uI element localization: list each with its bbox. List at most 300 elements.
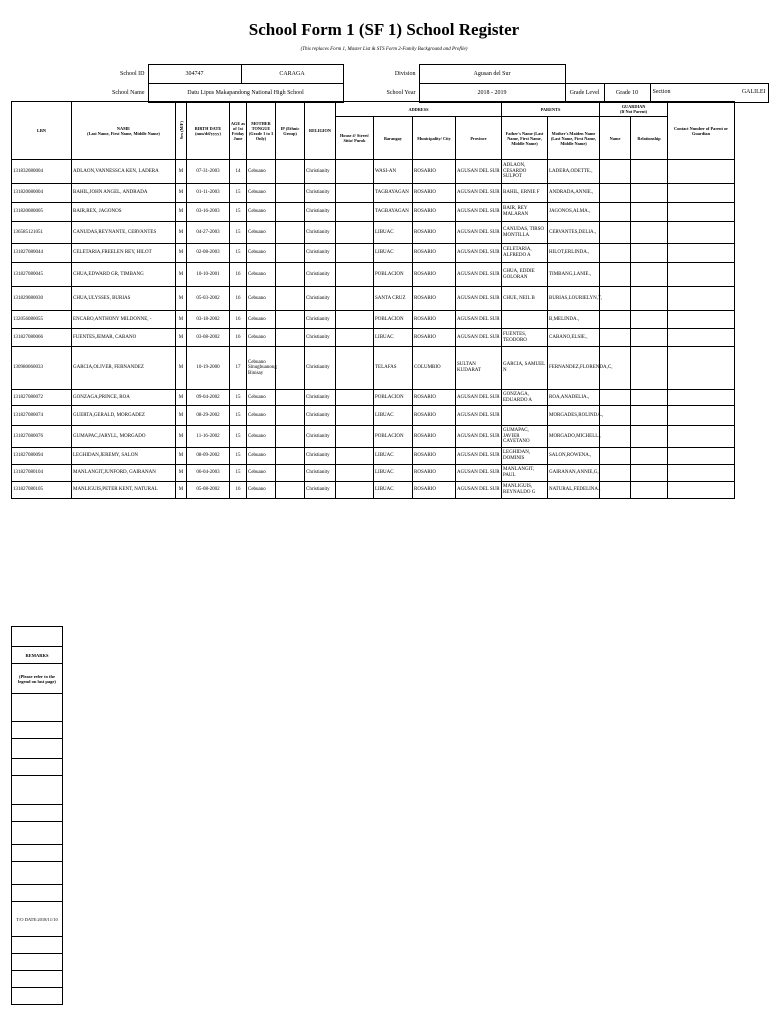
student-name: GUERTA,GERALD, MORGADEZ [72,406,176,426]
student-municipality: ROSARIO [413,426,456,448]
student-mother: ROA,ANADELIA., [548,390,600,406]
form-title: School Form 1 (SF 1) School Register [248,20,520,39]
header-lrn: LRN [12,102,72,160]
student-barangay: POBLACION [374,263,413,287]
student-contact [668,329,735,347]
student-mother-tongue: Cebuano [247,482,276,499]
student-sex: M [176,347,187,390]
student-sex: M [176,203,187,222]
student-name: ENCABO,ANTHONY MILDONNE, - [72,311,176,329]
student-lrn: 131827080045 [12,263,72,287]
student-contact [668,465,735,482]
remarks-entry: T/O DATE:2018/11/10 [12,902,63,937]
student-lrn: 132056080055 [12,311,72,329]
header-guardian-label: GUARDIAN [621,104,646,109]
student-municipality: ROSARIO [413,311,456,329]
school-info-table [0,64,769,103]
school-year-label: School Year [386,90,416,96]
student-barangay: TAGBAYAGAN [374,184,413,203]
student-guardian-name [600,263,631,287]
student-ip [276,482,305,499]
header-birth-label: BIRTH DATE [194,125,222,131]
student-name: MANLANGIT,JUNFORD, GAIRANAN [72,465,176,482]
student-religion: Christianity [305,160,336,184]
school-id-value: 304747 [148,65,241,84]
student-mother-tongue: Cebuano [247,244,276,263]
student-house [336,465,374,482]
student-father: MANLIGUIS, REYNALDO G [502,482,548,499]
student-sex: M [176,160,187,184]
student-religion: Christianity [305,263,336,287]
student-birth-date: 04-27-2003 [187,222,230,244]
student-religion: Christianity [305,244,336,263]
student-religion: Christianity [305,448,336,465]
student-mother: SALON,ROWENA., [548,448,600,465]
student-mother-tongue: Cebuano [247,184,276,203]
student-guardian-name [600,448,631,465]
student-age: 15 [230,448,247,465]
table-row [12,426,735,448]
table-row [12,347,735,390]
table-row [12,244,735,263]
student-contact [668,203,735,222]
student-house [336,184,374,203]
student-mother-tongue: Cebuano [247,390,276,406]
student-barangay: LIBUAC [374,222,413,244]
student-mother: TIMBANG,LANIE., [548,263,600,287]
student-father [502,406,548,426]
student-sex: M [176,448,187,465]
student-age: 14 [230,160,247,184]
header-birth [187,102,230,160]
student-ip [276,448,305,465]
table-row [12,448,735,465]
student-name: GARCIA,OLIVER, FERNANDEZ [72,347,176,390]
student-contact [668,390,735,406]
division-label: Division [394,71,416,77]
student-province: AGUSAN DEL SUR [456,160,502,184]
header-birth-sub: (mm/dd/yyyy) [195,130,221,136]
student-province: AGUSAN DEL SUR [456,184,502,203]
student-birth-date: 03-18-2002 [187,311,230,329]
student-birth-date: 06-04-2003 [187,465,230,482]
student-age: 15 [230,426,247,448]
student-age: 15 [230,390,247,406]
student-mother-tongue: Cebuano [247,222,276,244]
header-address: ADDRESS [336,102,502,117]
student-father: GARCIA, SAMUEL N [502,347,548,390]
student-barangay: TAGBAYAGAN [374,203,413,222]
student-lrn: 130980060033 [12,347,72,390]
student-mother-tongue: Cebuano [247,203,276,222]
student-guardian-name [600,287,631,311]
student-religion: Christianity [305,184,336,203]
student-contact [668,244,735,263]
table-row [12,160,735,184]
student-barangay: LIBUAC [374,482,413,499]
student-lrn: 131827080094 [12,448,72,465]
student-guardian-relationship [631,406,668,426]
header-guardian [600,102,668,117]
student-father: GUMAPAC, JAVIER CAYETANO [502,426,548,448]
student-contact [668,406,735,426]
student-ip [276,347,305,390]
student-mother-tongue: Cebuano [247,160,276,184]
student-birth-date: 02-08-2003 [187,244,230,263]
student-municipality: ROSARIO [413,160,456,184]
student-ip [276,329,305,347]
header-father: Father's Name (Last Name, First Name, Middle Name) [502,117,548,160]
student-religion: Christianity [305,406,336,426]
school-name-value: Datu Lipus Makapandong National High School [148,84,343,103]
table-row [12,465,735,482]
student-sex: M [176,329,187,347]
student-sex: M [176,390,187,406]
student-lrn: 131827080066 [12,329,72,347]
student-guardian-name [600,311,631,329]
student-father: LEGHIDAN, DOMINIS [502,448,548,465]
student-municipality: ROSARIO [413,465,456,482]
student-mother: HILOT,ERLINDA., [548,244,600,263]
header-religion: RELIGION [305,102,336,160]
student-province: AGUSAN DEL SUR [456,222,502,244]
student-father: CANUDAS, TIRSO MONTILLA [502,222,548,244]
student-name: CANUDAS,REYNANTE, CERVANTES [72,222,176,244]
student-religion: Christianity [305,347,336,390]
student-mother-tongue: Cebuano [247,448,276,465]
student-province: AGUSAN DEL SUR [456,482,502,499]
student-barangay: LIBUAC [374,465,413,482]
table-row [12,287,735,311]
student-guardian-relationship [631,263,668,287]
student-age: 15 [230,222,247,244]
student-guardian-relationship [631,329,668,347]
student-house [336,160,374,184]
student-lrn: 136585121051 [12,222,72,244]
student-guardian-relationship [631,287,668,311]
student-house [336,406,374,426]
student-sex: M [176,465,187,482]
student-contact [668,482,735,499]
student-barangay: WASI-AN [374,160,413,184]
student-lrn: 131827080074 [12,406,72,426]
student-municipality: ROSARIO [413,482,456,499]
student-guardian-relationship [631,311,668,329]
student-municipality: ROSARIO [413,390,456,406]
student-house [336,448,374,465]
student-ip [276,287,305,311]
table-row [12,203,735,222]
header-guardian-relationship: Relationship [631,117,668,160]
student-sex: M [176,482,187,499]
header-mother-tongue: MOTHER TONGUE (Grade 1 to 3 Only) [247,102,276,160]
student-ip [276,263,305,287]
student-ip [276,426,305,448]
student-sex: M [176,184,187,203]
student-guardian-relationship [631,482,668,499]
student-province: AGUSAN DEL SUR [456,263,502,287]
student-mother-tongue: Cebuano [247,287,276,311]
student-guardian-name [600,390,631,406]
student-guardian-relationship [631,184,668,203]
remarks-label: REMARKS [12,647,63,664]
student-province: AGUSAN DEL SUR [456,311,502,329]
table-row [12,406,735,426]
student-contact [668,184,735,203]
student-barangay: POBLACION [374,390,413,406]
student-barangay: LIBUAC [374,406,413,426]
student-province: SULTAN KUDARAT [456,347,502,390]
student-province: AGUSAN DEL SUR [456,390,502,406]
student-religion: Christianity [305,287,336,311]
student-municipality: ROSARIO [413,203,456,222]
table-row [12,329,735,347]
grade-level-value: Grade 10 [604,84,650,103]
student-religion: Christianity [305,311,336,329]
student-guardian-name [600,406,631,426]
student-birth-date: 11-16-2002 [187,426,230,448]
student-ip [276,160,305,184]
student-guardian-relationship [631,222,668,244]
student-guardian-relationship [631,426,668,448]
table-row [12,222,735,244]
header-province: Province [456,117,502,160]
student-birth-date: 03-08-2002 [187,329,230,347]
grade-level-label: Grade Level [565,84,604,103]
student-province: AGUSAN DEL SUR [456,244,502,263]
student-father: CHUE, NEIL B [502,287,548,311]
student-birth-date: 10-19-2000 [187,347,230,390]
student-ip [276,222,305,244]
student-father: CHUA, EDDIE GOLORAN [502,263,548,287]
student-guardian-name [600,329,631,347]
student-mother-tongue: Cebuano Sinugbuanong Binisay [247,347,276,390]
student-father: GONZAGA, EDUARDO A [502,390,548,406]
student-guardian-relationship [631,244,668,263]
header-name-label: NAME [116,125,131,131]
student-guardian-name [600,426,631,448]
student-mother-tongue: Cebuano [247,263,276,287]
student-name: LEGHIDAN,JEREMY, SALON [72,448,176,465]
table-row [12,482,735,499]
student-sex: M [176,406,187,426]
student-guardian-name [600,244,631,263]
student-municipality: ROSARIO [413,263,456,287]
student-mother: LADERA,ODETTE., [548,160,600,184]
student-guardian-relationship [631,347,668,390]
student-house [336,311,374,329]
student-barangay: LIBUAC [374,448,413,465]
student-birth-date: 05-03-2002 [187,287,230,311]
student-municipality: ROSARIO [413,184,456,203]
student-province: AGUSAN DEL SUR [456,329,502,347]
region-value: CARAGA [241,65,343,84]
student-guardian-name [600,465,631,482]
student-age: 15 [230,406,247,426]
student-mother: MORGADES,ROLINDA., [548,406,600,426]
student-birth-date: 10-10-2001 [187,263,230,287]
student-mother: MORGADO,MICHELL., [548,426,600,448]
student-ip [276,184,305,203]
remarks-note: (Please refer to the legend on last page) [12,664,63,694]
student-ip [276,465,305,482]
student-mother-tongue: Cebuano [247,406,276,426]
header-guardian-sub: (If Not Parent) [619,109,648,114]
student-house [336,263,374,287]
student-house [336,347,374,390]
student-house [336,390,374,406]
school-id-label: School ID [120,71,145,77]
student-lrn: 131832080004 [12,160,72,184]
student-municipality: ROSARIO [413,406,456,426]
student-mother-tongue: Cebuano [247,465,276,482]
remarks-table [11,626,63,1005]
student-house [336,203,374,222]
student-sex: M [176,222,187,244]
student-name: CHUA,ULYSSES, BURIAS [72,287,176,311]
student-father: FUENTES, TEODORO [502,329,548,347]
student-municipality: ROSARIO [413,222,456,244]
header-ip: IP (Ethnic Group) [276,102,305,160]
division-value: Agusan del Sur [419,65,565,84]
student-barangay: SANTA CRUZ [374,287,413,311]
student-father: BAHIL, ERNIE F [502,184,548,203]
table-row [12,311,735,329]
header-house: House #/ Street/ Sitio/ Purok [336,117,374,160]
student-father: ADLAON, CESARDO SULPOT [502,160,548,184]
student-mother-tongue: Cebuano [247,329,276,347]
student-municipality: ROSARIO [413,329,456,347]
student-birth-date: 09-04-2002 [187,390,230,406]
student-guardian-name [600,203,631,222]
student-birth-date: 05-08-2002 [187,482,230,499]
student-lrn: 131827080072 [12,390,72,406]
student-ip [276,390,305,406]
student-father: MANLANGIT, PAUL [502,465,548,482]
student-province: AGUSAN DEL SUR [456,426,502,448]
student-age: 16 [230,263,247,287]
header-mother: Mother's Maiden Name (Last Name, First Name, Middle Name) [548,117,600,160]
student-house [336,222,374,244]
header-age: AGE as of 1st Friday June [230,102,247,160]
header-contact: Contact Number of Parent or Guardian [668,102,735,160]
student-age: 16 [230,287,247,311]
student-age: 15 [230,244,247,263]
student-mother: FERNANDEZ,FLORENDA,C, [548,347,600,390]
student-lrn: 131827080104 [12,465,72,482]
section-label: Section [652,89,671,95]
student-contact [668,311,735,329]
student-age: 15 [230,203,247,222]
student-barangay: LIBUAC [374,329,413,347]
student-mother-tongue: Cebuano [247,311,276,329]
student-sex: M [176,311,187,329]
student-province: AGUSAN DEL SUR [456,287,502,311]
student-ip [276,244,305,263]
student-name: ADLAON,VANNESSCA KEN, LADERA [72,160,176,184]
student-sex: M [176,263,187,287]
student-father: BAIR, REY MALARAN [502,203,548,222]
student-ip [276,203,305,222]
header-barangay: Barangay [374,117,413,160]
student-mother: BURIAS,LOURIELYN,T, [548,287,600,311]
student-house [336,244,374,263]
table-row [12,390,735,406]
student-mother: JAGONOS,ALMA., [548,203,600,222]
student-age: 15 [230,465,247,482]
header-sex [176,102,187,160]
student-ip [276,406,305,426]
student-father: CELETARIA, ALFREDO A [502,244,548,263]
section-value: GALILEI [741,89,766,95]
student-barangay: POBLACION [374,426,413,448]
student-birth-date: 03-16-2003 [187,203,230,222]
student-birth-date: 01-11-2003 [187,184,230,203]
student-municipality: ROSARIO [413,448,456,465]
student-mother: NATURAL,FEDELINA., [548,482,600,499]
header-name-sub: (Last Name, First Name, Middle Name) [87,130,160,136]
student-barangay: POBLACION [374,311,413,329]
student-mother: ANDRADA,ANNIE., [548,184,600,203]
student-religion: Christianity [305,426,336,448]
student-age: 15 [230,184,247,203]
header-name [72,102,176,160]
header-parents: PARENTS [502,102,600,117]
student-religion: Christianity [305,203,336,222]
student-age: 16 [230,329,247,347]
student-religion: Christianity [305,465,336,482]
student-guardian-name [600,482,631,499]
table-row [12,184,735,203]
student-lrn: 131820080005 [12,203,72,222]
student-name: BAHIL,JOHN ANGEL, ANDRADA [72,184,176,203]
student-guardian-relationship [631,465,668,482]
student-house [336,329,374,347]
student-name: BAIR,REX, JAGONOS [72,203,176,222]
student-name: CHUA,EDWARD GR, TIMBANG [72,263,176,287]
student-name: GUMAPAC,JARYLL, MORGADO [72,426,176,448]
student-religion: Christianity [305,390,336,406]
student-municipality: ROSARIO [413,287,456,311]
school-name-label: School Name [112,90,145,96]
student-guardian-name [600,184,631,203]
student-house [336,426,374,448]
table-row [12,263,735,287]
student-guardian-name [600,160,631,184]
student-mother: CERVANTES,DELIA., [548,222,600,244]
student-lrn: 131827080105 [12,482,72,499]
student-guardian-relationship [631,203,668,222]
student-age: 17 [230,347,247,390]
student-guardian-relationship [631,390,668,406]
student-name: GONZAGA,PRINCE, ROA [72,390,176,406]
student-province: AGUSAN DEL SUR [456,406,502,426]
student-religion: Christianity [305,329,336,347]
student-guardian-relationship [631,160,668,184]
header-municipality: Municipality/ City [413,117,456,160]
student-ip [276,311,305,329]
student-father [502,311,548,329]
header-sex-label: Sex (M/F) [178,120,184,140]
student-province: AGUSAN DEL SUR [456,203,502,222]
student-house [336,287,374,311]
student-lrn: 131827080076 [12,426,72,448]
student-sex: M [176,244,187,263]
register-table [11,101,735,499]
form-subtitle: (This replaces Form 1, Master List & STS Form 2-Family Background and Profile) [300,47,468,52]
student-lrn: 131829080030 [12,287,72,311]
student-lrn: 131827080044 [12,244,72,263]
